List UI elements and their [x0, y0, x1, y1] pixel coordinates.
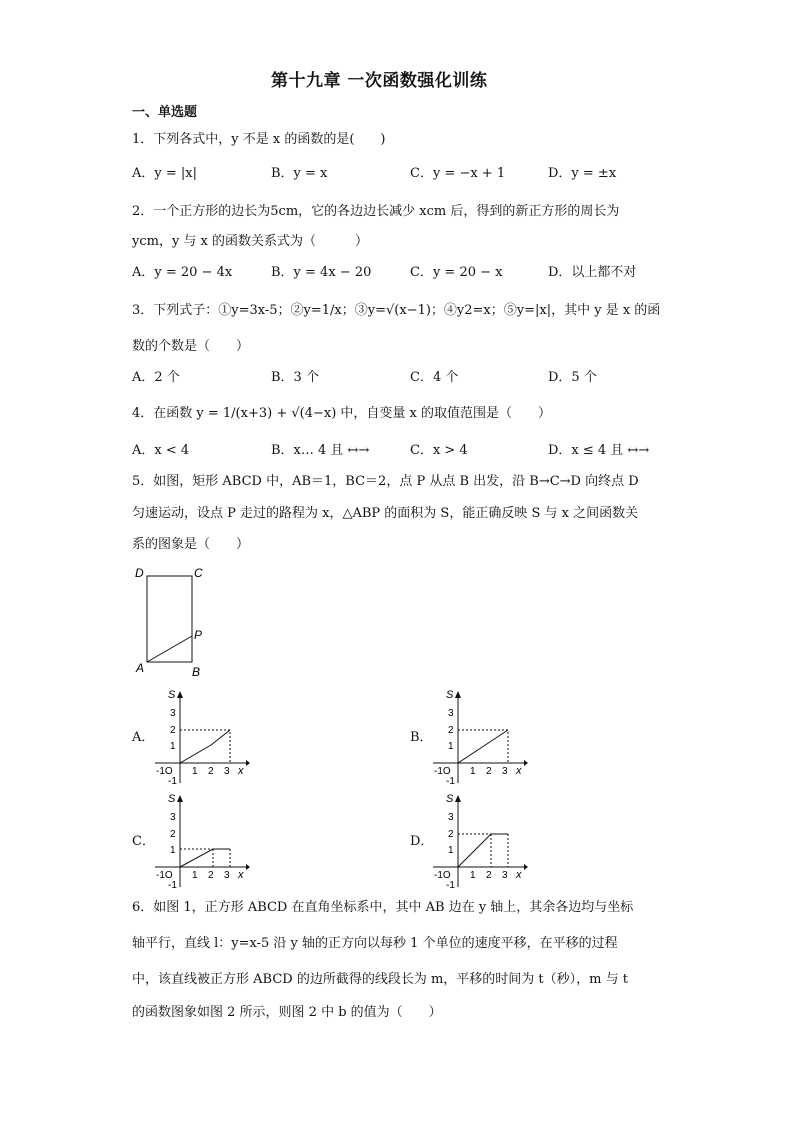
- graph-d: [428, 790, 528, 890]
- q5-line1: 5．如图，矩形 ABCD 中，AB＝1，BC＝2，点 P 从点 B 出发，沿 B→C→D 向终点 D: [132, 474, 639, 489]
- axis-s: S: [446, 689, 454, 701]
- q2-line1: 2．一个正方形的边长为5cm，它的各边边长减少 xcm 后，得到的新正方形的周长为: [132, 204, 620, 219]
- q4-option-b: B．x… 4 且 ↔→: [271, 443, 370, 458]
- graph-b: [428, 686, 528, 786]
- graph-tick-label: 1: [470, 870, 476, 881]
- q1-option-c: C．y = −x + 1: [410, 166, 506, 181]
- q2-option-a: A．y = 20 − 4x: [132, 265, 233, 280]
- q3-option-c: C．4 个: [410, 370, 459, 385]
- q6-line1: 6．如图 1，正方形 ABCD 在直角坐标系中，其中 AB 边在 y 轴上，其余各边均与坐标: [132, 900, 634, 915]
- graph-tick-label: -1O: [156, 870, 173, 881]
- axis-x: x: [516, 869, 522, 881]
- section-heading: 一、单选题: [132, 105, 198, 120]
- label-a: A: [136, 661, 145, 675]
- q5-option-a-label: A．: [132, 730, 155, 745]
- q4-option-c: C．x > 4: [410, 443, 468, 458]
- q2-line2: ycm，y 与 x 的函数关系式为（ ）: [132, 234, 369, 249]
- graph-tick-label: 2: [448, 725, 454, 736]
- graph-tick-label: 1: [170, 741, 176, 752]
- label-c: C: [194, 566, 203, 580]
- graph-tick-label: -1O: [434, 766, 451, 777]
- graph-tick-label: 3: [502, 870, 508, 881]
- graph-c: [150, 790, 250, 890]
- graph-tick-label: 3: [502, 766, 508, 777]
- q5-line2: 匀速运动，设点 P 走过的路程为 x，△ABP 的面积为 S，能正确反映 S 与 x 之间函数关: [132, 506, 639, 521]
- graph-tick-label: 2: [208, 870, 214, 881]
- graph-tick-label: 3: [170, 708, 176, 719]
- graph-tick-label: 2: [486, 766, 492, 777]
- label-p: P: [194, 628, 203, 642]
- rectangle-figure: [125, 560, 215, 685]
- graph-a: [150, 686, 250, 786]
- q2-option-b: B．y = 4x − 20: [271, 265, 372, 280]
- axis-s: S: [446, 793, 454, 805]
- graph-tick-label: 1: [448, 741, 454, 752]
- graph-tick-label: -1: [168, 880, 177, 890]
- q6-line2: 轴平行，直线 l：y=x-5 沿 y 轴的正方向以每秒 1 个单位的速度平移，在平移的过程: [132, 936, 618, 951]
- q4-option-a: A．x < 4: [132, 443, 190, 458]
- graph-tick-label: -1O: [434, 870, 451, 881]
- graph-tick-label: 1: [170, 845, 176, 856]
- graph-tick-label: 2: [448, 829, 454, 840]
- q6-line4: 的函数图象如图 2 所示，则图 2 中 b 的值为（ ）: [132, 1005, 442, 1020]
- graph-tick-label: 3: [224, 766, 230, 777]
- q1-option-d: D．y = ±x: [548, 166, 617, 181]
- graph-tick-label: -1: [168, 776, 177, 786]
- axis-x: x: [238, 869, 244, 881]
- q2-option-d: D．以上都不对: [548, 265, 637, 280]
- axis-s: S: [168, 689, 176, 701]
- graph-tick-label: 2: [208, 766, 214, 777]
- q5-option-c-label: C．: [132, 834, 155, 849]
- q4-option-d: D．x ≤ 4 且 ↔→: [548, 443, 650, 458]
- graph-tick-label: 1: [448, 845, 454, 856]
- graph-tick-label: 3: [170, 812, 176, 823]
- graph-tick-label: -1O: [156, 766, 173, 777]
- graph-tick-label: 1: [192, 766, 198, 777]
- q3-line2: 数的个数是（ ）: [132, 339, 250, 354]
- q5-option-d-label: D．: [410, 834, 434, 849]
- graph-tick-label: 3: [448, 812, 454, 823]
- page-title: 第十九章 一次函数强化训练: [271, 71, 488, 91]
- q4-stem: 4．在函数 y = 1/(x+3) + √(4−x) 中，自变量 x 的取值范围是（ ）: [132, 406, 552, 421]
- graph-tick-label: 2: [486, 870, 492, 881]
- q3-line1: 3．下列式子：①y=3x-5；②y=1/x；③y=√(x−1)；④y2=x；⑤y=|x|，其中 y 是 x 的函: [132, 303, 661, 318]
- q1-stem: 1．下列各式中，y 不是 x 的函数的是( ): [132, 132, 386, 147]
- graph-tick-label: 1: [192, 870, 198, 881]
- axis-x: x: [238, 765, 244, 777]
- graph-tick-label: 1: [470, 766, 476, 777]
- q3-option-b: B．3 个: [271, 370, 319, 385]
- q3-option-a: A．2 个: [132, 370, 180, 385]
- graph-tick-label: -1: [446, 880, 455, 890]
- graph-tick-label: 3: [448, 708, 454, 719]
- q5-option-b-label: B．: [410, 730, 433, 745]
- q1-option-a: A．y = |x|: [132, 166, 197, 181]
- graph-tick-label: -1: [446, 776, 455, 786]
- axis-s: S: [168, 793, 176, 805]
- label-d: D: [135, 566, 144, 580]
- q3-option-d: D．5 个: [548, 370, 597, 385]
- graph-tick-label: 2: [170, 725, 176, 736]
- label-b: B: [192, 665, 201, 679]
- q5-line3: 系的图象是（ ）: [132, 537, 250, 552]
- axis-x: x: [516, 765, 522, 777]
- q6-line3: 中，该直线被正方形 ABCD 的边所截得的线段长为 m，平移的时间为 t（秒），m 与 t: [132, 972, 628, 987]
- q1-option-b: B．y = x: [271, 166, 328, 181]
- q2-option-c: C．y = 20 − x: [410, 265, 503, 280]
- graph-tick-label: 3: [224, 870, 230, 881]
- graph-tick-label: 2: [170, 829, 176, 840]
